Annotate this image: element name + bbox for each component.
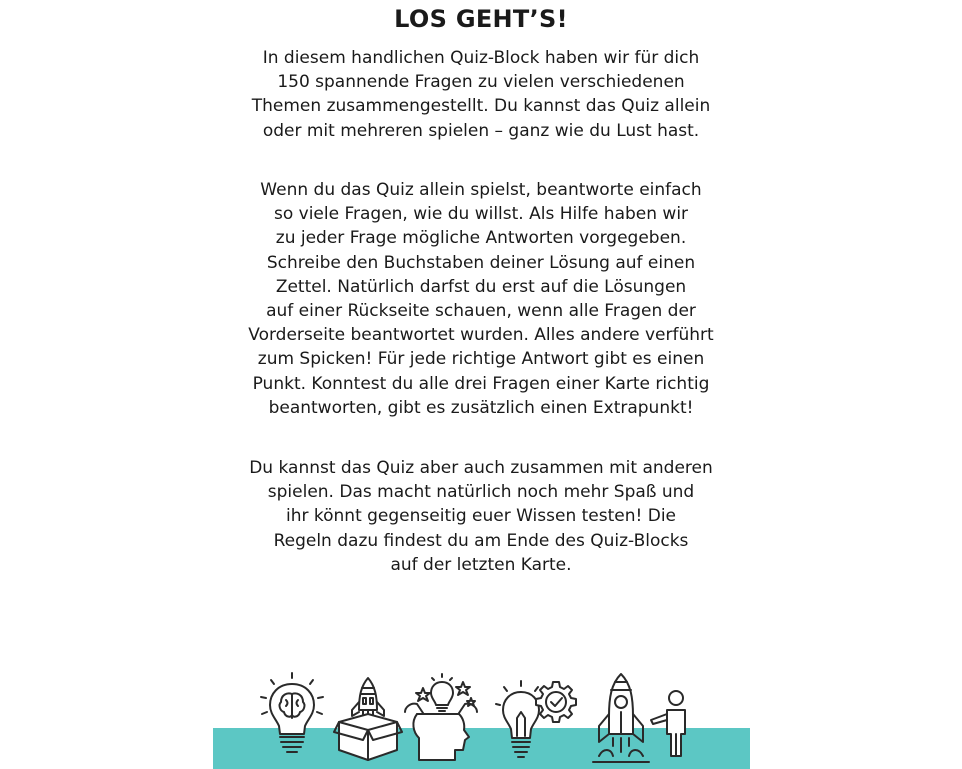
solo-rules-paragraph [200,178,762,420]
page-title: LOS GEHT’S! [394,5,568,33]
paragraph-line: Punkt. Konntest du alle drei Fragen einer Karte richtig [252,373,710,394]
paragraph-line: Wenn du das Quiz allein spielst, beantworte einfach [260,180,702,200]
paragraph-line: so viele Fragen, wie du willst. Als Hilfe haben wir [273,204,689,225]
paragraph-line: auf einer Rückseite schauen, wenn alle Fragen der [266,301,696,322]
paragraph-line: Vorderseite beantwortet wurden. Alles andere verführt [248,325,714,346]
paragraph-line: zum Spicken! Für jede richtige Antwort gibt es einen [257,349,705,370]
paragraph-line: auf der letzten Karte. [390,554,572,575]
paragraph-line: Regeln dazu findest du am Ende des Quiz-Blocks [273,530,689,551]
head-idea-icon [401,674,483,764]
paragraph-line: Du kannst das Quiz aber auch zusammen mit anderen [249,458,713,478]
group-rules-paragraph [200,456,762,577]
paragraph-line: oder mit mehreren spielen – ganz wie du Lust hast. [262,120,700,141]
paragraph-line: Schreibe den Buchstaben deiner Lösung auf einen [266,252,696,273]
paragraph-line: In diesem handlichen Quiz-Block haben wir für dich [262,48,700,68]
paragraph-line: Zettel. Natürlich darfst du erst auf die Lösungen [275,276,687,297]
paragraph-line: Themen zusammengestellt. Du kannst das Quiz allein [251,96,711,117]
brain-lightbulb-icon [259,672,325,758]
intro-paragraph [200,46,762,143]
paragraph-line: zu jeder Frage mögliche Antworten vorgegeben. [275,228,687,249]
icon-strip [213,668,750,769]
paragraph-line: spielen. Das macht natürlich noch mehr Spaß und [267,482,695,503]
paragraph-line: 150 spannende Fragen zu vielen verschiedenen [277,72,685,93]
paragraph-line: beantworten, gibt es zusätzlich einen Extrapunkt! [268,397,694,418]
rocket-person-icon [589,672,693,764]
paragraph-line: ihr könnt gegenseitig euer Wissen testen! Die [285,506,676,527]
rocket-box-icon [333,676,403,762]
lightbulb-gear-icon [495,678,581,762]
